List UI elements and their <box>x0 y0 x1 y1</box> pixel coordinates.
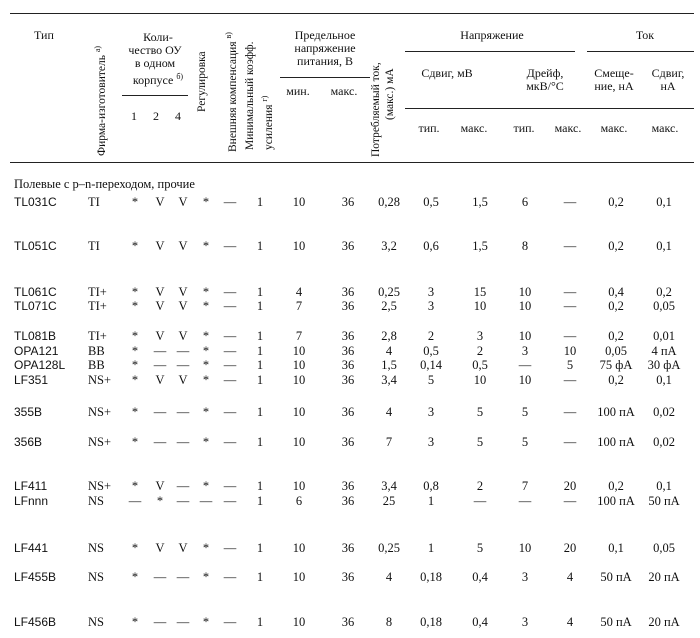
cell-type: LF411 <box>14 479 48 493</box>
count-title-2: чество ОУ <box>128 43 182 57</box>
cell-drift-typ: 7 <box>521 479 529 493</box>
cell-count-4: — <box>176 358 190 372</box>
cell-count-4: V <box>178 299 188 313</box>
col-mingain-header-1: Минимальный коэфф. <box>244 41 256 150</box>
col-current-draw-header-1: Потребляемый ток, <box>370 62 382 157</box>
cell-drift-max: — <box>563 494 577 508</box>
cell-offset-typ: 3 <box>427 299 435 313</box>
cell-supply-max: 36 <box>341 373 355 387</box>
cell-ext-comp: — <box>223 373 237 387</box>
cell-min-gain: 1 <box>256 373 264 387</box>
count-title-3: в одном <box>134 56 176 70</box>
cell-current-draw: 2,8 <box>381 329 397 343</box>
cell-count-2: — <box>153 615 167 629</box>
cell-min-gain: 1 <box>256 344 264 358</box>
cell-type: TL051C <box>14 239 57 253</box>
cell-supply-min: 7 <box>295 329 303 343</box>
cell-type: OPA121 <box>14 344 59 358</box>
cell-manufacturer: TI+ <box>88 299 107 313</box>
cell-bias-max: 0,2 <box>608 299 624 313</box>
cell-drift-typ: 10 <box>518 299 532 313</box>
cell-current-draw: 4 <box>385 570 393 584</box>
cell-supply-max: 36 <box>341 435 355 449</box>
cell-ioffset-max: 0,02 <box>653 435 675 449</box>
cell-offset-max: 5 <box>476 541 484 555</box>
cell-ioffset-max: 0,1 <box>656 195 672 209</box>
cell-count-2: V <box>155 329 165 343</box>
cell-manufacturer: TI <box>88 195 100 209</box>
cell-count-4: V <box>178 195 188 209</box>
cell-offset-typ: 0,18 <box>420 615 442 629</box>
offset-typ-header: тип. <box>418 121 440 135</box>
cell-supply-max: 36 <box>341 479 355 493</box>
voltage-subrule <box>405 51 575 52</box>
cell-min-gain: 1 <box>256 329 264 343</box>
cell-regulation: * <box>202 570 210 584</box>
cell-drift-typ: 10 <box>518 329 532 343</box>
cell-supply-max: 36 <box>341 541 355 555</box>
cell-supply-max: 36 <box>341 494 355 508</box>
supply-max-header: макс. <box>330 84 358 98</box>
cell-count-1: * <box>131 405 139 419</box>
cell-drift-typ: — <box>518 358 532 372</box>
cell-count-2: — <box>153 405 167 419</box>
cell-ext-comp: — <box>223 299 237 313</box>
cell-ext-comp: — <box>223 479 237 493</box>
cell-offset-typ: 0,18 <box>420 570 442 584</box>
cell-manufacturer: TI <box>88 239 100 253</box>
cell-offset-max: 2 <box>476 344 484 358</box>
cell-current-draw: 0,25 <box>378 285 400 299</box>
cell-type: LF351 <box>14 373 49 387</box>
cell-offset-typ: 0,5 <box>423 344 439 358</box>
cell-drift-typ: 8 <box>521 239 529 253</box>
cell-current-draw: 0,28 <box>378 195 400 209</box>
cell-drift-typ: 10 <box>518 541 532 555</box>
drift-title-1: Дрейф, <box>526 66 564 80</box>
cell-count-4: — <box>176 405 190 419</box>
offset-title: Сдвиг, мВ <box>421 66 473 80</box>
cell-min-gain: 1 <box>256 405 264 419</box>
cell-bias-max: 0,4 <box>608 285 624 299</box>
cell-offset-max: 0,4 <box>472 570 488 584</box>
cell-count-1: * <box>131 299 139 313</box>
cell-count-2: — <box>153 358 167 372</box>
cell-drift-max: — <box>563 435 577 449</box>
cell-count-4: — <box>176 494 190 508</box>
cell-ext-comp: — <box>223 329 237 343</box>
cell-current-draw: 7 <box>385 435 393 449</box>
cell-offset-typ: 3 <box>427 285 435 299</box>
cell-drift-max: — <box>563 329 577 343</box>
cell-offset-typ: 3 <box>427 435 435 449</box>
cell-offset-typ: 5 <box>427 373 435 387</box>
cell-count-1: * <box>131 285 139 299</box>
cell-type: TL031C <box>14 195 57 209</box>
cell-min-gain: 1 <box>256 479 264 493</box>
cell-ioffset-max: 4 пА <box>651 344 677 358</box>
cell-regulation: * <box>202 285 210 299</box>
cell-manufacturer: TI+ <box>88 285 107 299</box>
cell-drift-max: 10 <box>563 344 577 358</box>
cell-regulation: * <box>202 373 210 387</box>
cell-drift-typ: 3 <box>521 344 529 358</box>
cell-ioffset-max: 30 фА <box>647 358 681 372</box>
cell-manufacturer: BB <box>88 344 105 358</box>
cell-offset-typ: 2 <box>427 329 435 343</box>
cell-ioffset-max: 0,01 <box>653 329 675 343</box>
header-bottom-rule <box>10 162 694 163</box>
cell-ioffset-max: 0,1 <box>656 373 672 387</box>
col-mingain-header-2: усиления $^{г)}$ <box>260 95 275 150</box>
cell-ext-comp: — <box>223 494 237 508</box>
cell-supply-max: 36 <box>341 329 355 343</box>
cell-count-4: — <box>176 570 190 584</box>
cell-regulation: * <box>202 615 210 629</box>
cell-type: OPA128L <box>14 358 66 372</box>
cell-supply-min: 10 <box>292 373 306 387</box>
cell-count-4: V <box>178 329 188 343</box>
cell-current-draw: 4 <box>385 344 393 358</box>
cell-supply-max: 36 <box>341 358 355 372</box>
cell-drift-max: — <box>563 195 577 209</box>
supply-title-1: Предельное <box>294 28 356 42</box>
cell-ext-comp: — <box>223 195 237 209</box>
cell-count-1: * <box>131 479 139 493</box>
cell-ioffset-max: 0,1 <box>656 239 672 253</box>
cell-drift-typ: 3 <box>521 570 529 584</box>
count-title-1: Коли- <box>143 30 173 44</box>
col-current-draw-header-2: (макс.) мА <box>384 68 396 120</box>
cell-ioffset-max: 0,05 <box>653 299 675 313</box>
cell-supply-min: 6 <box>295 494 303 508</box>
cell-count-1: — <box>128 494 142 508</box>
supply-subrule <box>280 77 370 78</box>
cell-ioffset-max: 0,05 <box>653 541 675 555</box>
cell-drift-max: 20 <box>563 479 577 493</box>
cell-min-gain: 1 <box>256 239 264 253</box>
cell-offset-max: 0,4 <box>472 615 488 629</box>
cell-current-draw: 4 <box>385 405 393 419</box>
cell-min-gain: 1 <box>256 494 264 508</box>
cell-ext-comp: — <box>223 570 237 584</box>
cell-current-draw: 1,5 <box>381 358 397 372</box>
supply-min-header: мин. <box>286 84 310 98</box>
cell-type: LF441 <box>14 541 49 555</box>
cell-manufacturer: NS+ <box>88 373 112 387</box>
cell-supply-max: 36 <box>341 285 355 299</box>
cell-offset-typ: 0,6 <box>423 239 439 253</box>
cell-count-4: — <box>176 344 190 358</box>
cell-ext-comp: — <box>223 344 237 358</box>
cell-min-gain: 1 <box>256 615 264 629</box>
cell-offset-max: — <box>473 494 487 508</box>
cell-drift-max: — <box>563 239 577 253</box>
cell-count-2: V <box>155 299 165 313</box>
cell-count-2: V <box>155 239 165 253</box>
cell-min-gain: 1 <box>256 358 264 372</box>
cell-regulation: * <box>202 435 210 449</box>
cell-type: LF456B <box>14 615 57 629</box>
cell-offset-max: 10 <box>473 299 487 313</box>
cell-bias-max: 75 фА <box>599 358 633 372</box>
col-type-header: Тип <box>34 28 54 42</box>
cell-manufacturer: NS <box>88 494 104 508</box>
cell-supply-min: 10 <box>292 405 306 419</box>
cell-offset-max: 1,5 <box>472 195 488 209</box>
cell-offset-typ: 1 <box>427 541 435 555</box>
drift-max-header: макс. <box>554 121 582 135</box>
cell-drift-typ: 6 <box>521 195 529 209</box>
cell-bias-max: 0,05 <box>605 344 627 358</box>
cell-min-gain: 1 <box>256 285 264 299</box>
cell-ioffset-max: 20 пА <box>648 615 680 629</box>
cell-type: LFnnn <box>14 494 49 508</box>
cell-ext-comp: — <box>223 358 237 372</box>
cell-count-4: V <box>178 541 188 555</box>
cell-supply-max: 36 <box>341 615 355 629</box>
cell-regulation: * <box>202 195 210 209</box>
cell-count-1: * <box>131 329 139 343</box>
cell-offset-typ: 3 <box>427 405 435 419</box>
cell-count-2: — <box>153 570 167 584</box>
cell-drift-typ: 10 <box>518 285 532 299</box>
ioffset-title-1: Сдвиг, <box>651 66 685 80</box>
cell-bias-max: 100 пА <box>597 405 635 419</box>
cell-count-4: — <box>176 479 190 493</box>
col-regulation-header: Регулировка <box>196 51 208 112</box>
cell-supply-max: 36 <box>341 405 355 419</box>
cell-current-draw: 3,4 <box>381 479 397 493</box>
cell-supply-min: 10 <box>292 541 306 555</box>
cell-count-1: * <box>131 615 139 629</box>
cell-offset-max: 0,5 <box>472 358 488 372</box>
cell-current-draw: 3,4 <box>381 373 397 387</box>
drift-typ-header: тип. <box>513 121 535 135</box>
cell-manufacturer: NS <box>88 615 104 629</box>
cell-count-1: * <box>131 239 139 253</box>
cell-count-4: V <box>178 285 188 299</box>
cell-drift-max: 20 <box>563 541 577 555</box>
count-title-4: корпусе $^{б)}$ <box>132 72 184 87</box>
cell-supply-min: 10 <box>292 195 306 209</box>
cell-regulation: * <box>202 541 210 555</box>
cell-regulation: * <box>202 329 210 343</box>
cell-supply-max: 36 <box>341 195 355 209</box>
cell-drift-max: 4 <box>566 570 574 584</box>
cell-ext-comp: — <box>223 541 237 555</box>
cell-ioffset-max: 0,02 <box>653 405 675 419</box>
bias-title-2: ние, нА <box>594 79 634 93</box>
bias-max-header: макс. <box>600 121 628 135</box>
cell-supply-max: 36 <box>341 344 355 358</box>
current-title: Ток <box>635 28 655 42</box>
cell-offset-max: 3 <box>476 329 484 343</box>
cell-offset-typ: 0,5 <box>423 195 439 209</box>
section-title: Полевые с p–n-переходом, прочие <box>14 177 195 191</box>
cell-ioffset-max: 0,1 <box>656 479 672 493</box>
typmax-subrule <box>405 108 694 109</box>
cell-type: 356B <box>14 435 43 449</box>
cell-bias-max: 0,2 <box>608 329 624 343</box>
cell-bias-max: 50 пА <box>600 570 632 584</box>
cell-count-1: * <box>131 570 139 584</box>
cell-offset-max: 5 <box>476 405 484 419</box>
cell-current-draw: 8 <box>385 615 393 629</box>
cell-count-2: — <box>153 344 167 358</box>
cell-supply-min: 10 <box>292 435 306 449</box>
cell-offset-max: 1,5 <box>472 239 488 253</box>
count-col-1: 1 <box>131 109 137 123</box>
cell-manufacturer: NS <box>88 570 104 584</box>
cell-count-2: V <box>155 373 165 387</box>
cell-drift-typ: — <box>518 494 532 508</box>
cell-ext-comp: — <box>223 285 237 299</box>
cell-count-2: V <box>155 195 165 209</box>
cell-regulation: * <box>202 239 210 253</box>
cell-count-2: * <box>156 494 164 508</box>
cell-current-draw: 3,2 <box>381 239 397 253</box>
cell-supply-min: 10 <box>292 239 306 253</box>
cell-regulation: * <box>202 358 210 372</box>
cell-supply-min: 10 <box>292 479 306 493</box>
cell-regulation: * <box>202 405 210 419</box>
ioffset-max-header: макс. <box>651 121 679 135</box>
cell-manufacturer: BB <box>88 358 105 372</box>
cell-count-2: V <box>155 479 165 493</box>
cell-supply-min: 10 <box>292 344 306 358</box>
cell-bias-max: 0,1 <box>608 541 624 555</box>
cell-manufacturer: NS+ <box>88 479 112 493</box>
cell-manufacturer: NS+ <box>88 405 112 419</box>
cell-offset-typ: 0,14 <box>420 358 442 372</box>
cell-regulation: * <box>202 299 210 313</box>
cell-ext-comp: — <box>223 435 237 449</box>
cell-count-4: V <box>178 373 188 387</box>
cell-bias-max: 100 пА <box>597 435 635 449</box>
cell-count-4: V <box>178 239 188 253</box>
cell-bias-max: 0,2 <box>608 479 624 493</box>
bias-title-1: Смеще- <box>594 66 634 80</box>
cell-min-gain: 1 <box>256 541 264 555</box>
cell-supply-min: 4 <box>295 285 303 299</box>
supply-title-3: питания, В <box>297 54 353 68</box>
cell-drift-typ: 5 <box>521 435 529 449</box>
cell-type: TL081B <box>14 329 57 343</box>
cell-drift-typ: 5 <box>521 405 529 419</box>
cell-bias-max: 100 пА <box>597 494 635 508</box>
cell-count-1: * <box>131 541 139 555</box>
cell-count-2: V <box>155 285 165 299</box>
cell-offset-typ: 0,8 <box>423 479 439 493</box>
cell-drift-max: 5 <box>566 358 574 372</box>
voltage-title: Напряжение <box>460 28 524 42</box>
cell-drift-max: 4 <box>566 615 574 629</box>
cell-ioffset-max: 50 пА <box>648 494 680 508</box>
cell-supply-min: 10 <box>292 570 306 584</box>
cell-min-gain: 1 <box>256 435 264 449</box>
cell-supply-min: 10 <box>292 358 306 372</box>
cell-manufacturer: TI+ <box>88 329 107 343</box>
cell-regulation: * <box>202 479 210 493</box>
cell-type: TL071C <box>14 299 57 313</box>
cell-drift-typ: 3 <box>521 615 529 629</box>
cell-manufacturer: NS+ <box>88 435 112 449</box>
cell-count-2: V <box>155 541 165 555</box>
count-subrule <box>122 95 188 96</box>
cell-offset-max: 5 <box>476 435 484 449</box>
cell-drift-max: — <box>563 285 577 299</box>
cell-manufacturer: NS <box>88 541 104 555</box>
cell-type: 355B <box>14 405 43 419</box>
cell-regulation: — <box>199 494 213 508</box>
current-subrule <box>587 51 694 52</box>
count-col-2: 2 <box>153 109 159 123</box>
cell-bias-max: 0,2 <box>608 195 624 209</box>
cell-count-1: * <box>131 358 139 372</box>
cell-bias-max: 0,2 <box>608 373 624 387</box>
cell-supply-min: 10 <box>292 615 306 629</box>
cell-count-1: * <box>131 373 139 387</box>
count-col-4: 4 <box>175 109 181 123</box>
cell-bias-max: 0,2 <box>608 239 624 253</box>
cell-supply-min: 7 <box>295 299 303 313</box>
cell-count-1: * <box>131 195 139 209</box>
cell-ext-comp: — <box>223 405 237 419</box>
cell-current-draw: 25 <box>382 494 396 508</box>
cell-count-4: — <box>176 615 190 629</box>
cell-count-1: * <box>131 435 139 449</box>
cell-current-draw: 0,25 <box>378 541 400 555</box>
cell-type: TL061C <box>14 285 57 299</box>
cell-offset-max: 10 <box>473 373 487 387</box>
cell-drift-max: — <box>563 373 577 387</box>
cell-count-1: * <box>131 344 139 358</box>
cell-type: LF455B <box>14 570 57 584</box>
cell-supply-max: 36 <box>341 239 355 253</box>
cell-ioffset-max: 0,2 <box>656 285 672 299</box>
cell-drift-max: — <box>563 299 577 313</box>
cell-offset-max: 15 <box>473 285 487 299</box>
cell-min-gain: 1 <box>256 299 264 313</box>
cell-supply-max: 36 <box>341 570 355 584</box>
offset-max-header: макс. <box>460 121 488 135</box>
col-extcomp-header: Внешняя компенсация $^{в)}$ <box>224 32 239 152</box>
top-rule <box>10 13 694 14</box>
cell-min-gain: 1 <box>256 570 264 584</box>
cell-supply-max: 36 <box>341 299 355 313</box>
cell-offset-max: 2 <box>476 479 484 493</box>
cell-current-draw: 2,5 <box>381 299 397 313</box>
ioffset-title-2: нА <box>660 79 676 93</box>
cell-count-2: — <box>153 435 167 449</box>
cell-ioffset-max: 20 пА <box>648 570 680 584</box>
drift-title-2: мкВ/°С <box>526 79 564 93</box>
cell-count-4: — <box>176 435 190 449</box>
supply-title-2: напряжение <box>294 41 356 55</box>
cell-regulation: * <box>202 344 210 358</box>
cell-min-gain: 1 <box>256 195 264 209</box>
col-manufacturer-header: Фирма-изготовитель $^{a)}$ <box>93 45 108 156</box>
cell-offset-typ: 1 <box>427 494 435 508</box>
cell-ext-comp: — <box>223 615 237 629</box>
cell-drift-max: — <box>563 405 577 419</box>
cell-drift-typ: 10 <box>518 373 532 387</box>
cell-bias-max: 50 пА <box>600 615 632 629</box>
cell-ext-comp: — <box>223 239 237 253</box>
